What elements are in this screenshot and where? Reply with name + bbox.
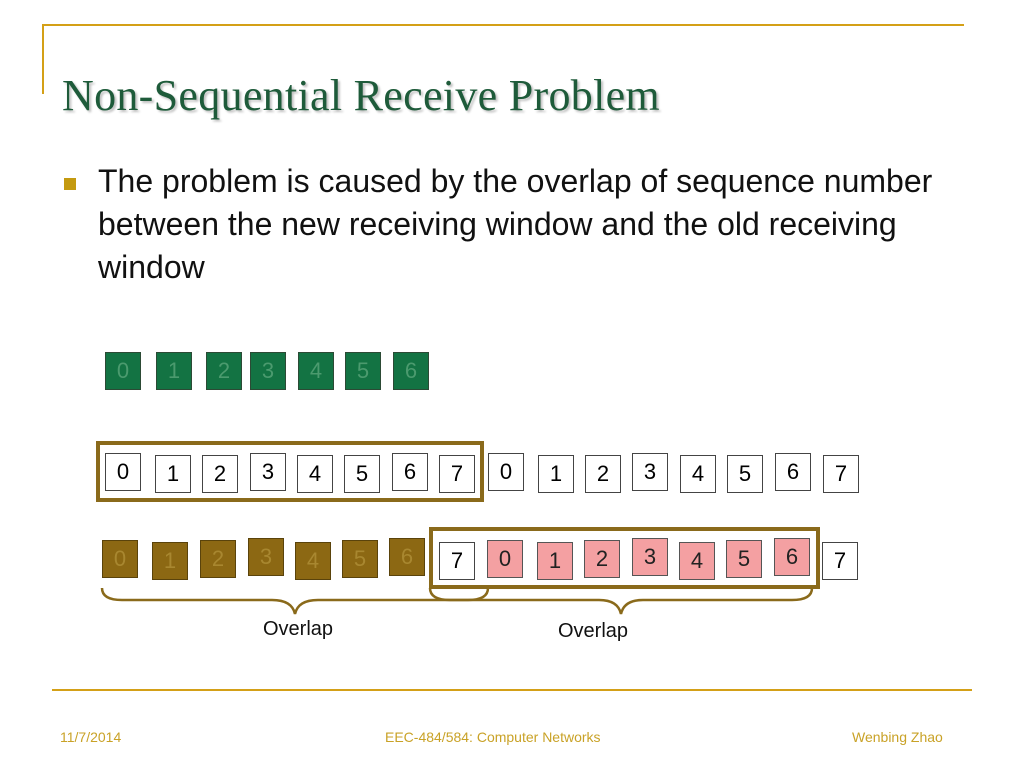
- right-overlap-brace: [428, 586, 814, 616]
- brown-seq-cell: 2: [200, 540, 236, 578]
- seq-cell: 6: [775, 453, 811, 491]
- seq-cell: 5: [344, 455, 380, 493]
- seq-cell: 5: [727, 455, 763, 493]
- green-seq-cell: 2: [206, 352, 242, 390]
- seq-cell: 2: [585, 455, 621, 493]
- brown-seq-cell: 0: [102, 540, 138, 578]
- bullet-text: The problem is caused by the overlap of sequence number between the new receiving window and the old receiving window: [98, 163, 933, 285]
- seq-cell: 4: [680, 455, 716, 493]
- pink-seq-cell: 1: [537, 542, 573, 580]
- footer-date: 11/7/2014: [60, 729, 122, 745]
- left-overlap-label: Overlap: [263, 618, 334, 640]
- seq-cell: 7: [439, 455, 475, 493]
- footer-author: Wenbing Zhao: [852, 729, 943, 745]
- green-seq-cell: 5: [345, 352, 381, 390]
- brown-seq-cell: 4: [295, 542, 331, 580]
- seq-cell: 1: [538, 455, 574, 493]
- green-seq-cell: 4: [298, 352, 334, 390]
- green-seq-cell: 3: [250, 352, 286, 390]
- seq-cell: 4: [297, 455, 333, 493]
- brown-seq-cell: 3: [248, 538, 284, 576]
- pink-seq-cell: 5: [726, 540, 762, 578]
- pink-seq-cell: 6: [774, 538, 810, 576]
- seq-cell: 0: [105, 453, 141, 491]
- brown-seq-cell: 1: [152, 542, 188, 580]
- seq-cell: 7: [439, 542, 475, 580]
- pink-seq-cell: 0: [487, 540, 523, 578]
- pink-seq-cell: 2: [584, 540, 620, 578]
- green-seq-cell: 0: [105, 352, 141, 390]
- seq-cell: 7: [823, 455, 859, 493]
- slide-title: Non-Sequential Receive Problem: [62, 71, 660, 120]
- seq-cell: 1: [155, 455, 191, 493]
- green-seq-cell: 6: [393, 352, 429, 390]
- green-seq-cell: 1: [156, 352, 192, 390]
- right-overlap-label: Overlap: [558, 620, 629, 642]
- seq-cell: 3: [632, 453, 668, 491]
- brown-seq-cell: 6: [389, 538, 425, 576]
- seq-cell: 2: [202, 455, 238, 493]
- pink-seq-cell: 4: [679, 542, 715, 580]
- footer-course: EEC-484/584: Computer Networks: [385, 729, 601, 745]
- pink-seq-cell: 3: [632, 538, 668, 576]
- seq-cell: 6: [392, 453, 428, 491]
- seq-cell: 0: [488, 453, 524, 491]
- seq-cell: 7: [822, 542, 858, 580]
- seq-cell: 3: [250, 453, 286, 491]
- brown-seq-cell: 5: [342, 540, 378, 578]
